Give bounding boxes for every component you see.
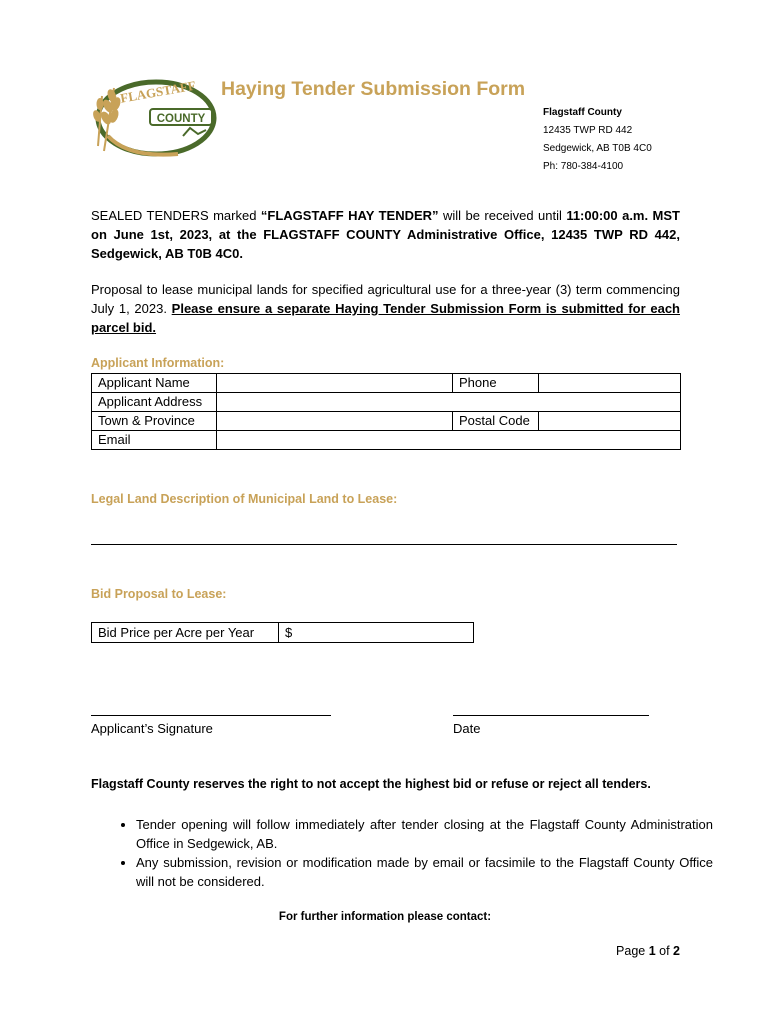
page-number: [616, 944, 680, 958]
applicant-address-field[interactable]: [217, 393, 681, 412]
currency-symbol: $: [285, 625, 293, 640]
phone-field[interactable]: [539, 374, 681, 393]
contact-heading: For further information please contact:: [278, 911, 492, 923]
intro-tender-mark: “FLAGSTAFF HAY TENDER”: [260, 208, 439, 223]
date-label: Date: [453, 721, 481, 736]
table-row: [92, 431, 681, 450]
county-logo: [88, 76, 218, 158]
bid-heading: Bid Proposal to Lease:: [91, 587, 227, 601]
bid-price-field[interactable]: [279, 623, 474, 643]
applicant-table: [91, 373, 681, 450]
email-label: Email: [92, 431, 217, 450]
org-name: Flagstaff County: [543, 107, 622, 118]
applicant-name-label: Applicant Name: [92, 374, 217, 393]
table-row: [92, 412, 681, 431]
page-of: of: [655, 944, 674, 958]
town-province-field[interactable]: [217, 412, 453, 431]
intro-paragraph: [91, 206, 680, 263]
applicant-address-label: Applicant Address: [92, 393, 217, 412]
list-item: • Tender opening will follow immediately after tender closing at the Flagstaff County Administration Office in Sedgewick, AB.: [136, 815, 713, 853]
legal-land-line[interactable]: [91, 544, 677, 545]
signature-line[interactable]: [91, 715, 331, 716]
org-address-line2: Sedgewick, AB T0B 4C0: [543, 143, 652, 154]
email-field[interactable]: [217, 431, 681, 450]
list-item: • Any submission, revision or modification made by email or facsimile to the Flagstaff County Office will not be considered.: [136, 853, 713, 891]
intro-text-3: will be received until: [438, 208, 567, 223]
table-row: [92, 393, 681, 412]
postal-code-field[interactable]: [539, 412, 681, 431]
logo-text-top: FLAGSTAFF: [119, 77, 197, 106]
page-total: 2: [673, 944, 680, 958]
bid-table: [91, 622, 474, 643]
county-logo-graphic: [88, 76, 218, 158]
page-word: Page: [616, 944, 649, 958]
form-title: Haying Tender Submission Form: [221, 78, 526, 100]
proposal-paragraph: [91, 280, 680, 337]
logo-text-bottom: COUNTY: [156, 113, 206, 125]
page-current: 1: [648, 944, 656, 958]
proposal-instruction: Please ensure a separate Haying Tender Submission Form is submitted for each parcel bid.: [91, 301, 680, 335]
table-row: [92, 623, 474, 643]
applicant-heading: Applicant Information:: [91, 356, 225, 370]
proposal-text: Proposal to lease municipal lands for specified agricultural use for a three-year (3) term commencing July 1, 2023.: [91, 282, 680, 316]
town-province-label: Town & Province: [92, 412, 217, 431]
legal-land-heading: Legal Land Description of Municipal Land to Lease:: [91, 492, 398, 506]
org-phone: Ph: 780-384-4100: [543, 161, 624, 172]
rights-notice: Flagstaff County reserves the right to not accept the highest bid or refuse or reject all tenders.: [91, 777, 651, 791]
org-address-line1: 12435 TWP RD 442: [543, 125, 633, 136]
signature-label: Applicant’s Signature: [91, 721, 213, 736]
intro-deadline: 11:00:00 a.m. MST on June 1st, 2023, at the FLAGSTAFF COUNTY Administrative Office, 12435 TWP RD 442, Sedgewick, AB T0B 4C0.: [91, 208, 680, 261]
bid-price-label: Bid Price per Acre per Year: [92, 623, 279, 643]
intro-text-1: SEALED TENDERS marked: [91, 208, 261, 223]
postal-code-label: Postal Code: [453, 412, 539, 431]
table-row: [92, 374, 681, 393]
terms-list: [105, 815, 713, 891]
date-line[interactable]: [453, 715, 649, 716]
phone-label: Phone: [453, 374, 539, 393]
applicant-name-field[interactable]: [217, 374, 453, 393]
